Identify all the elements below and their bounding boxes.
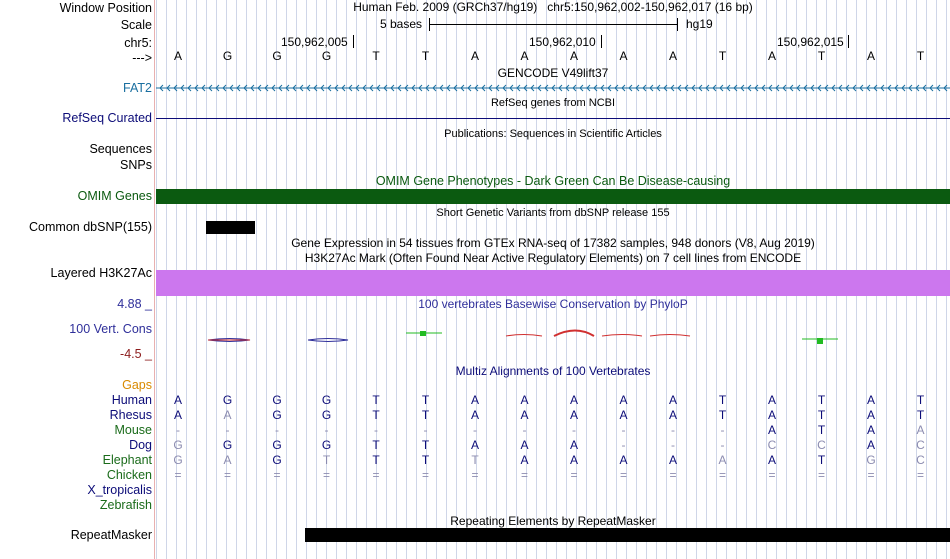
alignment-base: A: [668, 393, 677, 407]
base-letter: A: [619, 49, 628, 63]
alignment-base: =: [867, 468, 875, 482]
alignment-base: =: [273, 468, 281, 482]
alignment-base: T: [421, 408, 430, 422]
alignment-base: C: [916, 438, 925, 452]
alignment-base: A: [520, 408, 529, 422]
alignment-base: T: [421, 453, 430, 467]
scale-text: 5 bases: [380, 17, 423, 31]
alignment-base: -: [225, 423, 230, 437]
species-label-x_tropicalis[interactable]: X_tropicalis: [87, 483, 152, 497]
alignment-base: T: [817, 423, 826, 437]
h3k27ac-label[interactable]: Layered H3K27Ac: [50, 266, 152, 280]
alignment-base: =: [372, 468, 380, 482]
alignment-base: A: [866, 423, 875, 437]
alignment-base: =: [223, 468, 231, 482]
alignment-base: A: [668, 453, 677, 467]
base-letter: A: [569, 49, 578, 63]
alignment-base: A: [520, 453, 529, 467]
alignment-base: T: [718, 393, 727, 407]
alignment-base: T: [471, 453, 479, 467]
tick-mark-3: [848, 35, 849, 48]
base-letter: T: [817, 49, 826, 63]
repeatmasker-feature[interactable]: [305, 528, 950, 542]
alignment-base: -: [671, 438, 675, 452]
species-label-dog[interactable]: Dog: [129, 438, 152, 452]
alignment-base: T: [322, 453, 331, 467]
alignment-base: A: [173, 393, 182, 407]
alignment-base: G: [321, 393, 332, 407]
conservation-title[interactable]: 100 vertebrates Basewise Conservation by PhyloP: [418, 297, 688, 311]
alignment-base: -: [473, 423, 477, 437]
base-letter: A: [767, 49, 776, 63]
alignment-base: T: [421, 393, 430, 407]
conservation-plot[interactable]: [156, 315, 950, 355]
repeatmasker-label[interactable]: RepeatMasker: [70, 528, 152, 542]
scale-label: Scale: [120, 18, 152, 32]
omim-label[interactable]: OMIM Genes: [77, 189, 152, 203]
alignment-base: A: [767, 453, 776, 467]
alignment-base: =: [471, 468, 479, 482]
alignment-base: A: [569, 438, 578, 452]
alignment-base: G: [222, 438, 233, 452]
alignment-base: T: [817, 408, 826, 422]
alignment-base: C: [916, 453, 925, 467]
alignment-base: T: [916, 408, 925, 422]
refseq-title[interactable]: RefSeq genes from NCBI: [490, 97, 616, 109]
alignment-base: C: [817, 438, 826, 452]
gencode-fat2-feature[interactable]: [156, 81, 950, 95]
base-letter: T: [372, 49, 380, 63]
alignment-base: -: [275, 423, 279, 437]
strand-label: --->: [132, 51, 152, 65]
h3k27ac-signal[interactable]: [156, 270, 950, 296]
window-position-label: Window Position: [59, 1, 152, 15]
alignment-base: -: [720, 423, 725, 437]
alignment-base: G: [222, 393, 233, 407]
alignment-base: G: [173, 438, 183, 452]
alignment-base: A: [173, 408, 182, 422]
tick-mark-2: [601, 35, 602, 48]
species-label-rhesus[interactable]: Rhesus: [109, 408, 152, 422]
scale-bar: [429, 24, 677, 25]
alignment-base: =: [669, 468, 677, 482]
alignment-base: G: [272, 408, 282, 422]
alignment-base: T: [372, 393, 380, 407]
publications-sequences-label[interactable]: Sequences: [89, 142, 152, 156]
alignment-base: T: [718, 408, 727, 422]
alignment-base: A: [866, 408, 875, 422]
dbsnp-feature[interactable]: [206, 221, 255, 234]
alignment-base: T: [817, 393, 826, 407]
alignment-base: A: [569, 453, 578, 467]
alignment-base: G: [321, 408, 332, 422]
species-label-zebrafish[interactable]: Zebrafish: [99, 498, 152, 512]
alignment-base: T: [372, 408, 380, 422]
species-label-mouse[interactable]: Mouse: [114, 423, 152, 437]
base-letter: A: [173, 49, 182, 63]
alignment-base: A: [520, 393, 529, 407]
alignment-base: A: [223, 408, 232, 422]
publications-snps-label[interactable]: SNPs: [120, 158, 152, 172]
base-letter: A: [520, 49, 529, 63]
dbsnp-label[interactable]: Common dbSNP(155): [29, 220, 152, 234]
tick-label-1: 150,962,005: [281, 35, 348, 49]
scale-bar-left-cap: [429, 18, 430, 31]
alignment-base: =: [619, 468, 627, 482]
alignment-base: -: [522, 423, 527, 437]
alignment-base: =: [817, 468, 825, 482]
label-separator: [154, 0, 155, 559]
alignment-base: A: [470, 408, 479, 422]
conservation-min: -4.5 _: [120, 347, 152, 361]
species-label-chicken[interactable]: Chicken: [106, 468, 152, 482]
alignment-base: =: [718, 468, 726, 482]
alignment-base: -: [621, 423, 626, 437]
alignment-base: G: [272, 453, 282, 467]
omim-title[interactable]: OMIM Gene Phenotypes - Dark Green Can Be Disease-causing: [375, 174, 731, 188]
alignment-base: T: [372, 453, 380, 467]
omim-feature[interactable]: [156, 189, 950, 204]
alignment-base: A: [223, 453, 232, 467]
base-letter: A: [866, 49, 875, 63]
h3k27ac-title[interactable]: H3K27Ac Mark (Often Found Near Active Regulatory Elements) on 7 cell lines from ENCODE: [304, 251, 802, 265]
alignment-base: T: [916, 393, 925, 407]
alignment-base: G: [321, 438, 332, 452]
alignment-base: -: [176, 423, 180, 437]
alignment-base: G: [173, 453, 183, 467]
tick-mark-1: [353, 35, 354, 48]
alignment-base: -: [621, 438, 626, 452]
alignment-base: A: [619, 453, 628, 467]
alignment-base: G: [272, 393, 282, 407]
alignment-base: G: [866, 453, 876, 467]
alignment-base: =: [174, 468, 182, 482]
alignment-base: -: [374, 423, 378, 437]
base-letter: T: [718, 49, 727, 63]
gencode-label-fat2[interactable]: FAT2: [123, 81, 152, 95]
alignment-base: =: [421, 468, 429, 482]
alignment-base: -: [572, 423, 576, 437]
alignment-base: A: [866, 393, 875, 407]
alignment-base: A: [668, 408, 677, 422]
alignment-base: A: [520, 438, 529, 452]
base-letter: A: [668, 49, 677, 63]
alignment-base: =: [520, 468, 528, 482]
alignment-base: =: [570, 468, 578, 482]
multiz-gaps-label[interactable]: Gaps: [122, 378, 152, 392]
alignment-base: A: [767, 408, 776, 422]
base-letter: T: [421, 49, 430, 63]
base-letter: G: [321, 49, 332, 63]
alignment-base: -: [720, 438, 725, 452]
chrom-label: chr5:: [124, 36, 152, 50]
alignment-base: A: [619, 393, 628, 407]
alignment-base: =: [768, 468, 776, 482]
alignment-base: -: [324, 423, 329, 437]
gencode-title[interactable]: GENCODE V49lift37: [497, 66, 609, 80]
alignment-base: T: [372, 438, 380, 452]
tick-label-2: 150,962,010: [529, 35, 596, 49]
base-letter: G: [272, 49, 282, 63]
scale-bar-right-cap: [677, 18, 678, 31]
alignment-base: C: [767, 438, 777, 452]
refseq-label[interactable]: RefSeq Curated: [62, 111, 152, 125]
base-letter: A: [470, 49, 479, 63]
alignment-base: T: [817, 453, 826, 467]
alignment-base: A: [569, 408, 578, 422]
repeatmasker-title[interactable]: Repeating Elements by RepeatMasker: [450, 514, 656, 528]
alignment-base: A: [866, 438, 875, 452]
alignment-base: G: [272, 438, 282, 452]
alignment-base: A: [470, 438, 479, 452]
conservation-max: 4.88 _: [117, 297, 152, 311]
conservation-label[interactable]: 100 Vert. Cons: [69, 322, 152, 336]
alignment-base: A: [619, 408, 628, 422]
alignment-base: A: [569, 393, 578, 407]
alignment-base: A: [767, 423, 776, 437]
alignment-base: A: [916, 423, 925, 437]
alignment-base: A: [767, 393, 776, 407]
scale-db: hg19: [686, 17, 713, 31]
alignment-base: T: [421, 438, 430, 452]
species-label-human[interactable]: Human: [111, 393, 152, 407]
multiz-title[interactable]: Multiz Alignments of 100 Vertebrates: [455, 364, 651, 378]
refseq-feature[interactable]: [156, 118, 950, 119]
base-letter: T: [916, 49, 925, 63]
alignment-base: A: [470, 393, 479, 407]
alignment-base: A: [718, 453, 727, 467]
species-label-elephant[interactable]: Elephant: [102, 453, 152, 467]
gtex-title[interactable]: Gene Expression in 54 tissues from GTEx RNA-seq of 17382 samples, 948 donors (V8, Aug 2019): [291, 236, 815, 250]
tick-label-3: 150,962,015: [777, 35, 844, 49]
base-letter: G: [222, 49, 233, 63]
alignment-base: -: [671, 423, 675, 437]
alignment-base: =: [916, 468, 924, 482]
dbsnp-title[interactable]: Short Genetic Variants from dbSNP release 155: [436, 207, 670, 219]
alignment-base: =: [322, 468, 330, 482]
alignment-base: -: [423, 423, 428, 437]
publications-title[interactable]: Publications: Sequences in Scientific Articles: [444, 128, 662, 140]
window-position-value: Human Feb. 2009 (GRCh37/hg19) chr5:150,962,002-150,962,017 (16 bp): [353, 0, 753, 14]
